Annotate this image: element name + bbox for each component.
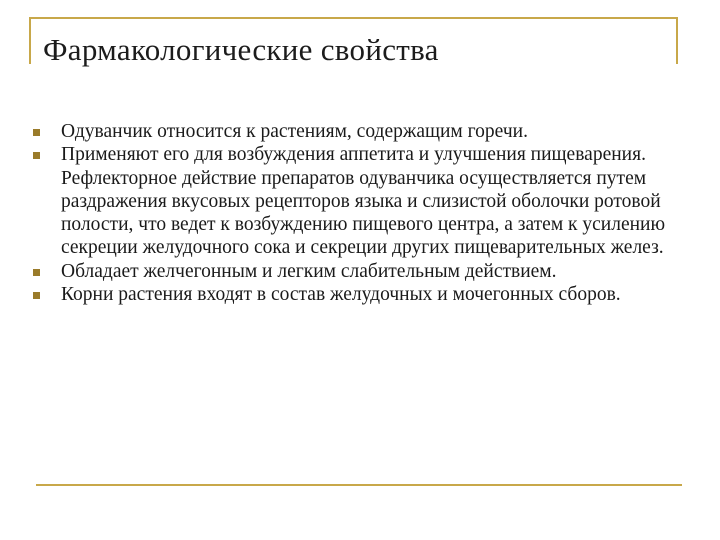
bullet-text: Применяют его для возбуждения аппетита и улучшения пищеварения. Рефлекторное действие препаратов одуванчика осуществляется путем раздражения вкусовых рецепторов языка и слизистой оболочки ротовой полости, что ведет к возбуждению пищевого центра, а затем к усилению секреции желудочного сока и секреции других пищеварительных желез. — [61, 144, 666, 259]
bullet-text: Корни растения входят в состав желудочных и мочегонных сборов. — [61, 284, 621, 306]
bullet-item — [0, 260, 720, 283]
square-bullet-icon — [33, 129, 40, 136]
bullet-text: Обладает желчегонным и легким слабительным действием. — [61, 260, 557, 282]
square-bullet-icon — [33, 292, 40, 299]
square-bullet-icon — [33, 269, 40, 276]
slide-title: Фармакологические свойства — [43, 32, 439, 67]
bullet-item — [0, 143, 720, 259]
frame-top-line — [30, 17, 678, 19]
bullet-item — [0, 283, 720, 306]
bullet-list — [0, 120, 720, 306]
bullet-text: Одуванчик относится к растениям, содержащим горечи. — [61, 121, 528, 142]
frame-bottom-line — [36, 484, 682, 486]
bullet-item — [0, 120, 720, 143]
square-bullet-icon — [33, 152, 40, 159]
frame-left-line — [29, 17, 31, 64]
frame-right-line — [676, 17, 678, 64]
